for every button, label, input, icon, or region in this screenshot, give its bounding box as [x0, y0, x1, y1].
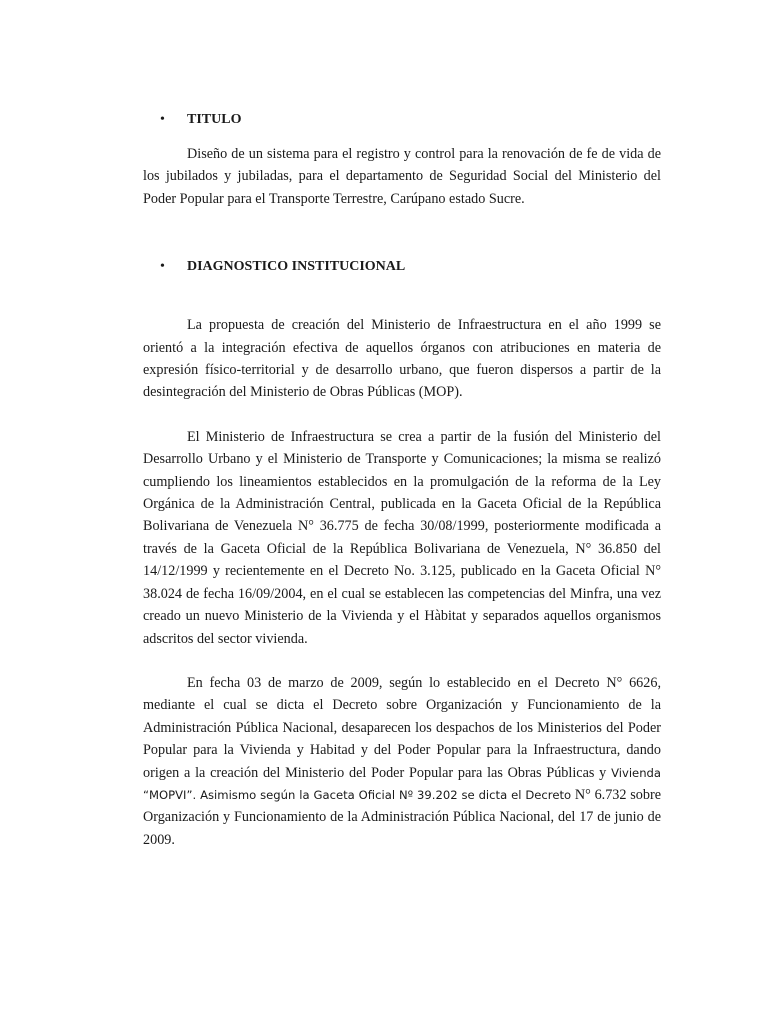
- heading-text: DIAGNOSTICO INSTITUCIONAL: [187, 259, 406, 275]
- paragraph-diagnostico-1: La propuesta de creación del Ministerio de Infraestructura en el año 1999 se orientó a la integración efectiva de aquellos órganos con atribuciones en materia de expresión físico-territorial y de desarrollo urbano, que fueron dispersos a partir de la desintegración del Ministerio de Obras Públicas (MOP).: [143, 317, 661, 401]
- paragraph-diagnostico-3-start: En fecha 03 de marzo de 2009, según lo establecido en el Decreto N° 6626, mediante el cual se dicta el Decreto sobre Organización y Funcionamiento de la Administración Pública Nacional, desaparecen los despachos de los Ministerios del Poder Popular para la Vivienda y Habitad y del Poder Popular para la Infraestructura, dando origen a la creación del Ministerio del Poder Popular para las Obras Públicas y: [143, 674, 661, 781]
- section-heading-diagnostico: [143, 256, 661, 278]
- paragraph-diagnostico-2: El Ministerio de Infraestructura se crea a partir de la fusión del Ministerio del Desarrollo Urbano y el Ministerio de Transporte y Comunicaciones; la misma se realizó cumpliendo los lineamientos establecidos en la promulgación de la reforma de la Ley Orgánica de la Administración Central, publicada en la Gaceta Oficial de la República Bolivariana de Venezuela N° 36.775 de fecha 30/08/1999, posteriormente modificada a través de la Gaceta Oficial de la República Bolivariana de Venezuela, N° 36.850 del 14/12/1999 y recientemente en el Decreto No. 3.125, publicado en la Gaceta Oficial N° 38.024 de fecha 16/09/2004, en el cual se establecen las competencias del Minfra, una vez creado un nuevo Ministerio de la Vivienda y el Hàbitat y separados aquellos organismos adscritos del sector vivienda.: [143, 428, 661, 647]
- paragraph-titulo: Diseño de un sistema para el registro y control para la renovación de fe de vida de los jubilados y jubiladas, para el departamento de Seguridad Social del Ministerio del Poder Popular para el Transporte Terrestre, Carúpano estado Sucre.: [143, 146, 661, 207]
- paragraph-diagnostico-3-alt-font: Vivienda “MOPVI”. Asimismo según la Gaceta Oficial Nº 39.202 se dicta el Decreto: [143, 765, 662, 802]
- bullet-icon: •: [160, 112, 165, 127]
- heading-text: TITULO: [187, 112, 242, 127]
- paragraph-diagnostico-3: [143, 672, 661, 851]
- document-body: [143, 109, 661, 851]
- section-heading-titulo: [143, 109, 661, 131]
- bullet-icon: •: [160, 259, 165, 275]
- paragraph-diagnostico-3-end: N° 6.732 sobre Organización y Funcionamiento de la Administración Pública Nacional, del 17 de junio de 2009.: [143, 786, 662, 848]
